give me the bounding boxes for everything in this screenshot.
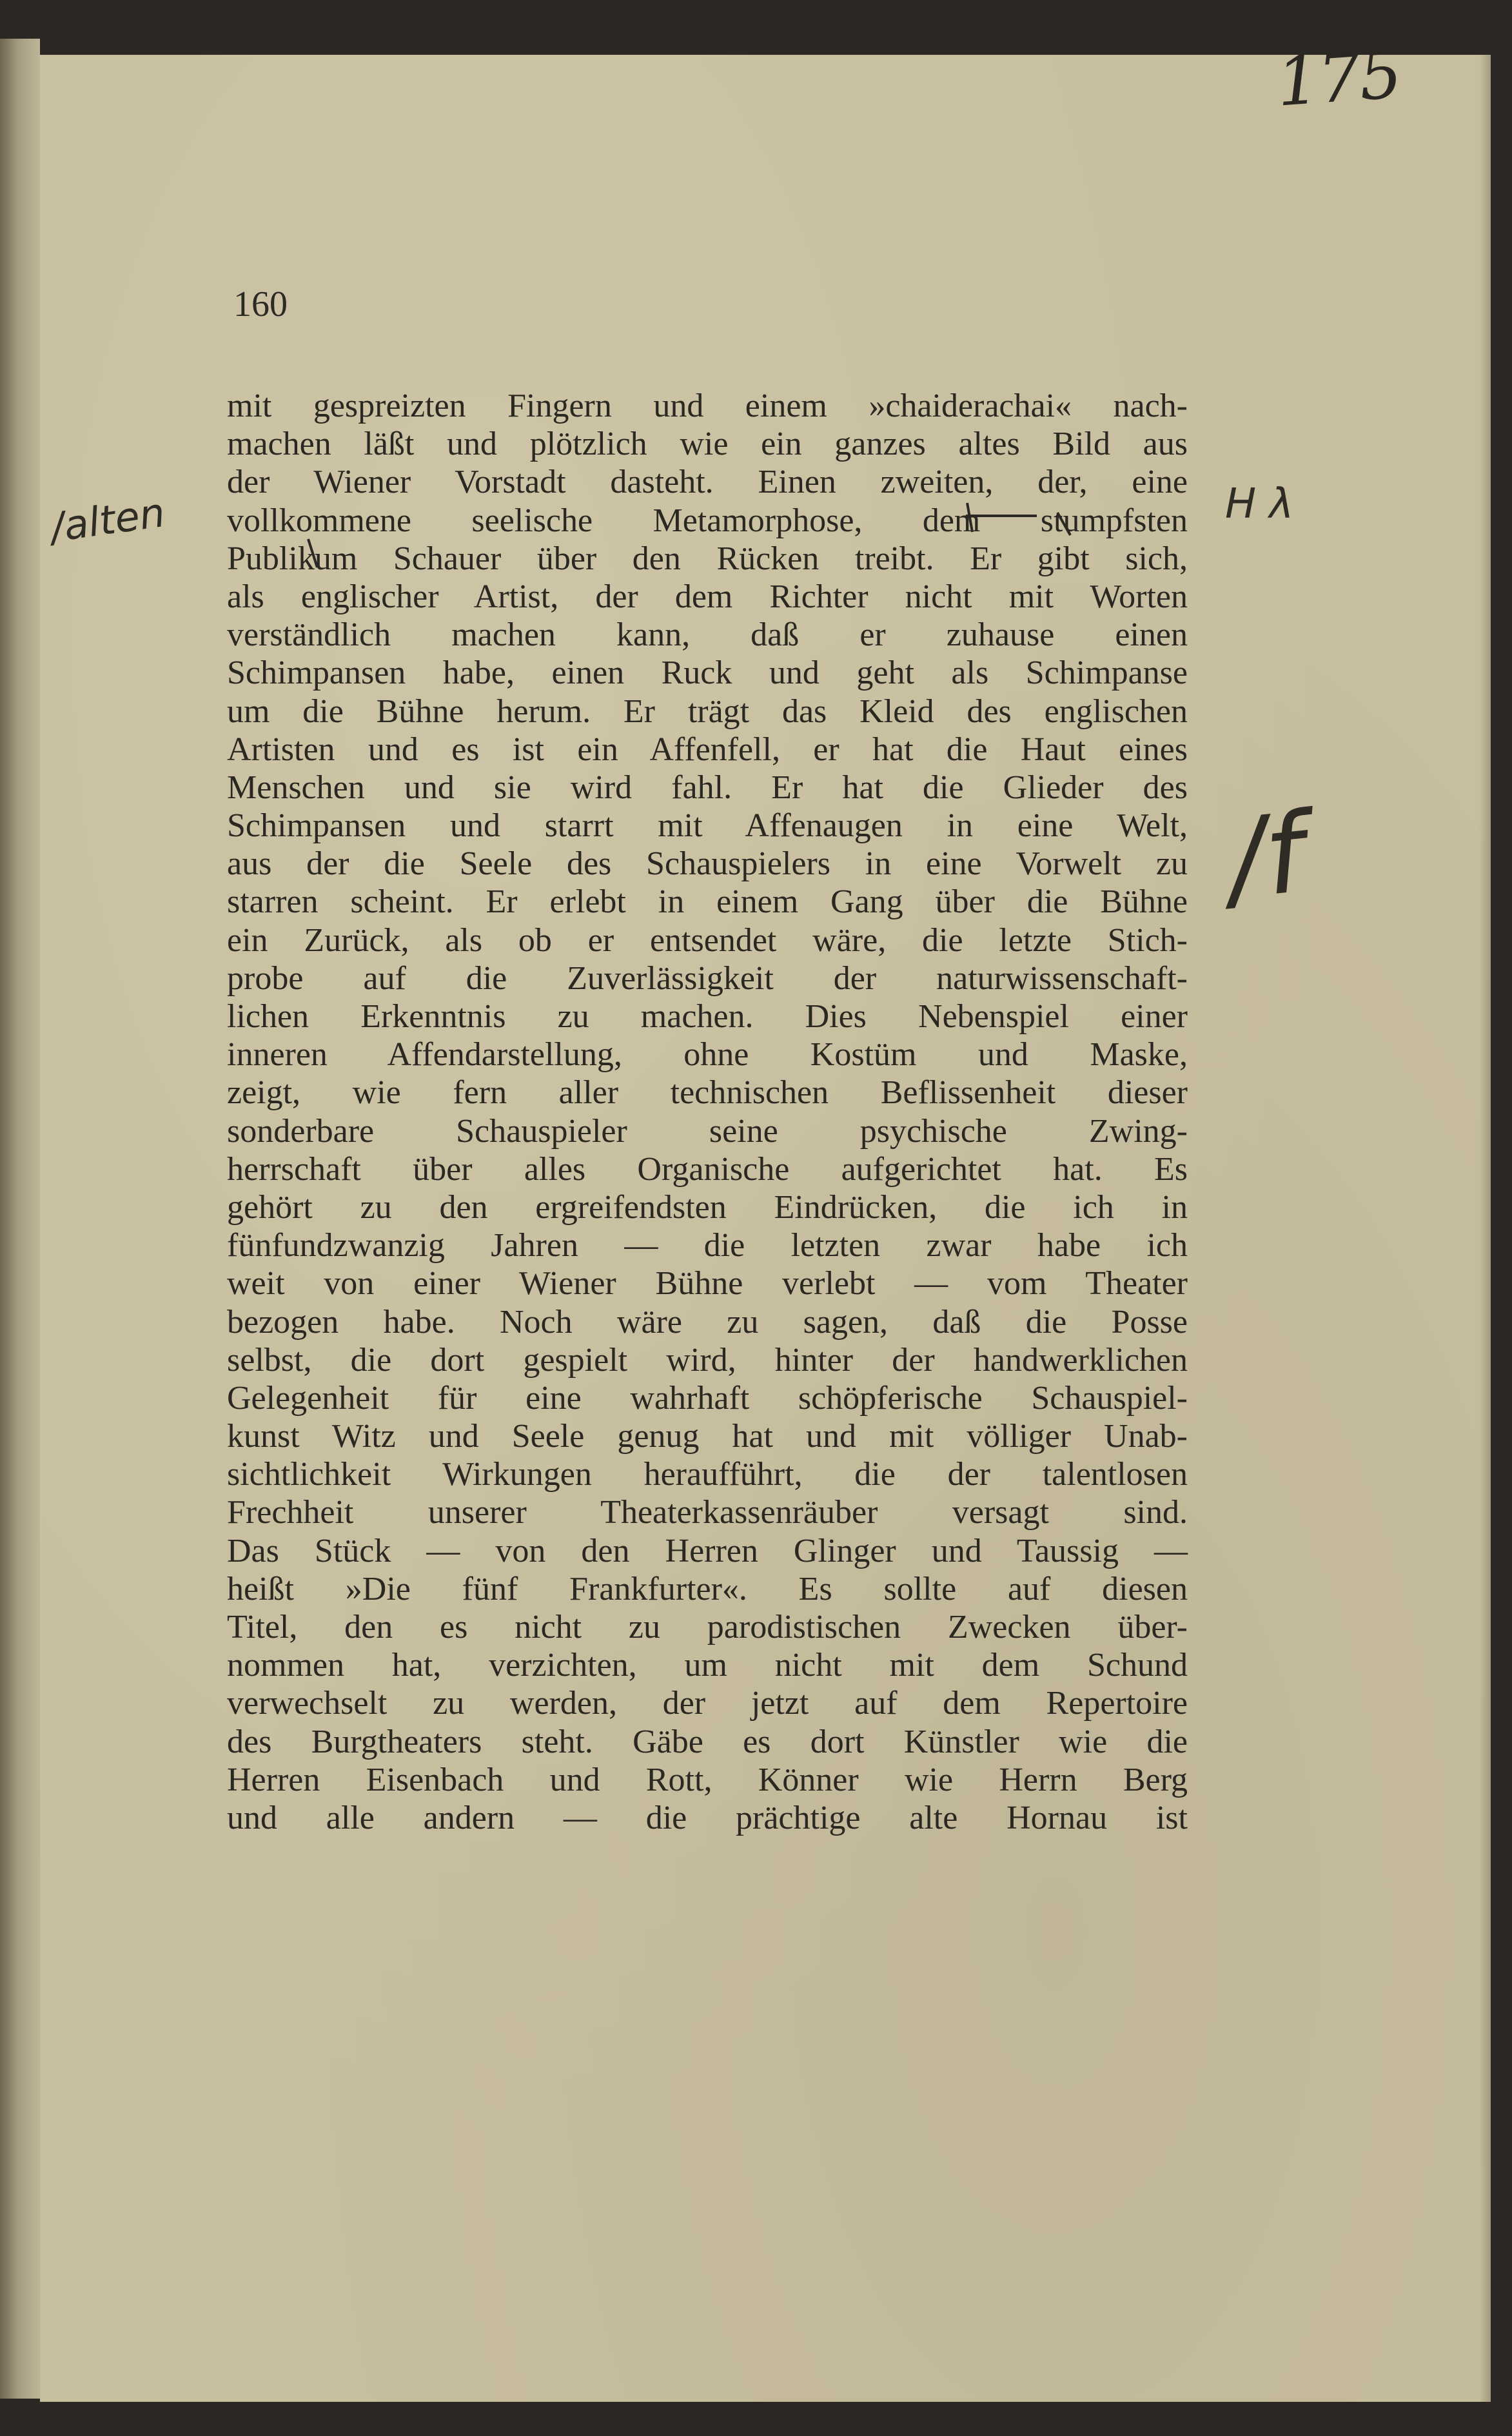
text-line: aus der die Seele des Schauspielers in eine Vorwelt zu: [227, 845, 1188, 883]
text-line: inneren Affendarstellung, ohne Kostüm und Maske,: [227, 1036, 1188, 1074]
text-line: verständlich machen kann, daß er zuhause einen: [227, 616, 1188, 654]
text-line: sonderbare Schauspieler seine psychische Zwing-: [227, 1112, 1188, 1150]
text-line: gehört zu den ergreifendsten Eindrücken, die ich in: [227, 1188, 1188, 1226]
text-line: kunst Witz und Seele genug hat und mit völliger Unab-: [227, 1418, 1188, 1455]
text-line: der Wiener Vorstadt dasteht. Einen zweiten, der, eine: [227, 464, 1188, 501]
margin-note-right-mid: /f: [1221, 789, 1311, 925]
text-line: Frechheit unserer Theaterkassenräuber versagt sind.: [227, 1494, 1188, 1531]
text-line: probe auf die Zuverlässigkeit der naturwissenschaft-: [227, 959, 1188, 997]
text-line: Publikum Schauer über den Rücken treibt. Er gibt sich,: [227, 540, 1188, 577]
text-line: ein Zurück, als ob er entsendet wäre, die letzte Stich-: [227, 921, 1188, 959]
book-spine: [0, 39, 40, 2399]
body-text: [227, 387, 1188, 1837]
text-line: um die Bühne herum. Er trägt das Kleid des englischen: [227, 692, 1188, 730]
text-line: Artisten und es ist ein Affenfell, er hat die Haut eines: [227, 731, 1188, 768]
text-line: sichtlichkeit Wirkungen heraufführt, die der talentlosen: [227, 1456, 1188, 1493]
text-line: fünfundzwanzig Jahren — die letzten zwar habe ich: [227, 1227, 1188, 1264]
text-line: verwechselt zu werden, der jetzt auf dem Repertoire: [227, 1685, 1188, 1722]
text-line: Titel, den es nicht zu parodistischen Zwecken über-: [227, 1609, 1188, 1645]
text-line: und alle andern — die prächtige alte Hornau ist: [227, 1799, 1188, 1836]
text-line: weit von einer Wiener Bühne verlebt — vom Theater: [227, 1265, 1188, 1302]
text-line: lichen Erkenntnis zu machen. Dies Nebenspiel einer: [227, 998, 1188, 1035]
text-line: vollkommene seelische Metamorphose, dem stumpfsten: [227, 502, 1188, 539]
text-line: mit gespreizten Fingern und einem »chaiderachai« nach-: [227, 388, 1188, 424]
text-line: des Burgtheaters steht. Gäbe es dort Künstler wie die: [227, 1723, 1188, 1760]
page-number: 160: [233, 284, 288, 324]
archive-number: 175: [1273, 34, 1404, 122]
text-line: bezogen habe. Noch wäre zu sagen, daß die Posse: [227, 1303, 1188, 1341]
text-line: als englischer Artist, der dem Richter nicht mit Worten: [227, 578, 1188, 615]
page-edge-shadow: [1479, 55, 1491, 2402]
text-line: starren scheint. Er erlebt in einem Gang über die Bühne: [227, 883, 1188, 921]
text-line: zeigt, wie fern aller technischen Beflissenheit dieser: [227, 1074, 1188, 1112]
text-line: Gelegenheit für eine wahrhaft schöpferische Schauspiel-: [227, 1379, 1188, 1417]
text-line: Menschen und sie wird fahl. Er hat die Glieder des: [227, 769, 1188, 806]
text-line: Schimpansen habe, einen Ruck und geht als Schimpanse: [227, 654, 1188, 692]
text-line: Schimpansen und starrt mit Affenaugen in eine Welt,: [227, 807, 1188, 845]
text-line: herrschaft über alles Organische aufgerichtet hat. Es: [227, 1150, 1188, 1188]
margin-note-right-top: H λ: [1225, 480, 1294, 528]
text-line: Das Stück — von den Herren Glinger und Taussig —: [227, 1532, 1188, 1569]
text-line: Herren Eisenbach und Rott, Könner wie Herrn Berg: [227, 1761, 1188, 1798]
text-line: machen läßt und plötzlich wie ein ganzes altes Bild aus: [227, 426, 1188, 463]
text-line: heißt »Die fünf Frankfurter«. Es sollte auf diesen: [227, 1570, 1188, 1607]
text-line: nommen hat, verzichten, um nicht mit dem Schund: [227, 1647, 1188, 1684]
margin-note-left: /alten: [47, 488, 168, 552]
text-line: selbst, die dort gespielt wird, hinter der handwerklichen: [227, 1341, 1188, 1379]
